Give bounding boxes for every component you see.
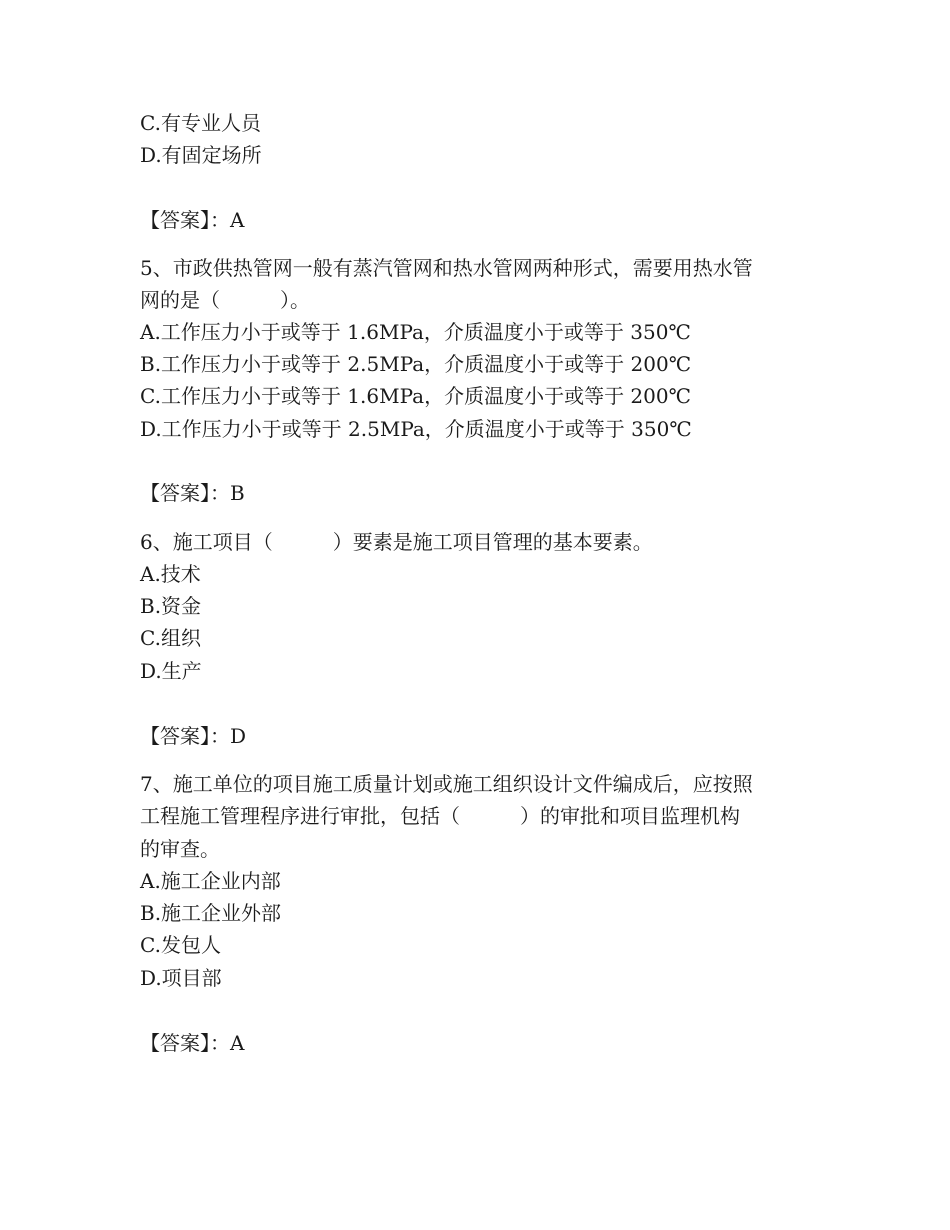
- q6-answer: 【答案】：D: [140, 724, 247, 748]
- q4-answer: 【答案】：A: [140, 208, 245, 232]
- q5-option-d: D.工作压力小于或等于 2.5MPa，介质温度小于或等于 350℃: [140, 417, 692, 441]
- q7-option-d: D.项目部: [140, 966, 222, 990]
- q7-option-a: A.施工企业内部: [140, 869, 281, 893]
- q6-option-b: B.资金: [140, 594, 202, 618]
- q6-option-d: D.生产: [140, 659, 202, 683]
- q6-option-a: A.技术: [140, 562, 201, 586]
- q5-answer: 【答案】：B: [140, 481, 245, 505]
- q7-option-c: C.发包人: [140, 933, 221, 957]
- q5-option-a: A.工作压力小于或等于 1.6MPa，介质温度小于或等于 350℃: [140, 320, 691, 344]
- q7-stem-line1: 7、施工单位的项目施工质量计划或施工组织设计文件编成后，应按照: [140, 772, 753, 796]
- q7-stem-line3: 的审查。: [140, 837, 220, 861]
- q6-stem-line1: 6、施工项目（ ）要素是施工项目管理的基本要素。: [140, 530, 653, 554]
- q6-option-c: C.组织: [140, 626, 201, 650]
- q5-stem-line2: 网的是（ ）。: [140, 288, 310, 312]
- q7-stem-line2: 工程施工管理程序进行审批，包括（ ）的审批和项目监理机构: [140, 804, 740, 828]
- q7-option-b: B.施工企业外部: [140, 901, 282, 925]
- q7-answer: 【答案】：A: [140, 1031, 245, 1055]
- q5-option-b: B.工作压力小于或等于 2.5MPa，介质温度小于或等于 200℃: [140, 352, 692, 376]
- q5-option-c: C.工作压力小于或等于 1.6MPa，介质温度小于或等于 200℃: [140, 384, 691, 408]
- q5-stem-line1: 5、市政供热管网一般有蒸汽管网和热水管网两种形式，需要用热水管: [140, 256, 753, 280]
- q4-option-c: C.有专业人员: [140, 111, 261, 135]
- q4-option-d: D.有固定场所: [140, 143, 262, 167]
